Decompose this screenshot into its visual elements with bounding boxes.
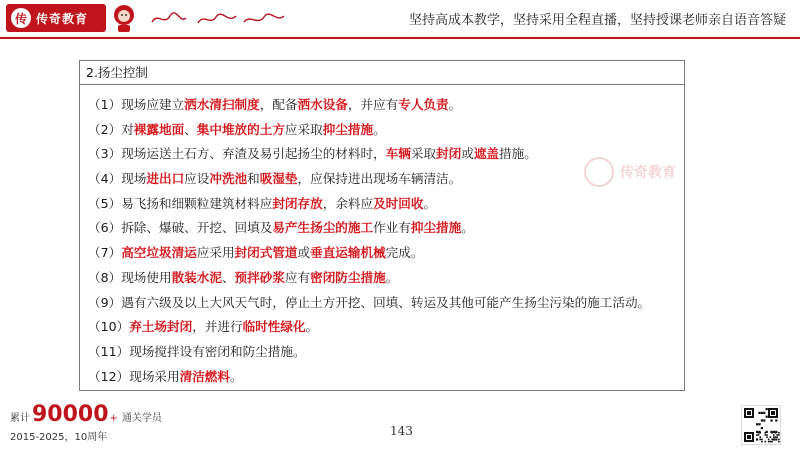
section-title: 2.扬尘控制 bbox=[80, 61, 684, 85]
item-text: 。 bbox=[423, 195, 437, 211]
item-number: （9） bbox=[88, 294, 122, 310]
item-text: 。 bbox=[373, 121, 386, 137]
item-text: ，应保持进出现场车辆清洁。 bbox=[297, 171, 462, 187]
watermark-logo-icon bbox=[584, 157, 614, 187]
watermark-text: 传奇教育 bbox=[620, 165, 676, 181]
item-number: （11） bbox=[88, 343, 130, 359]
highlighted-keyword: 易产生扬尘的施工 bbox=[272, 220, 374, 236]
highlighted-keyword: 吸湿垫 bbox=[259, 171, 298, 187]
student-count-block bbox=[10, 402, 162, 443]
highlighted-keyword: 清洁燃料 bbox=[179, 368, 230, 384]
highlighted-keyword: 预拌砂浆 bbox=[234, 269, 285, 285]
item-text: 现场运送土石方、弃渣及易引起扬尘的材料时， bbox=[121, 146, 386, 162]
item-text: ，配备 bbox=[259, 97, 298, 112]
item-number: （5） bbox=[88, 195, 122, 211]
highlighted-keyword: 垂直运输机械 bbox=[310, 245, 386, 261]
header-divider bbox=[0, 37, 800, 39]
item-text: 现场 bbox=[121, 171, 147, 187]
item-number: （12） bbox=[88, 368, 130, 384]
item-text: 。 bbox=[305, 319, 319, 335]
list-item bbox=[88, 241, 684, 266]
item-text: 应有 bbox=[284, 269, 311, 285]
item-number: （7） bbox=[88, 245, 122, 261]
list-item bbox=[88, 340, 684, 365]
item-text: 和 bbox=[247, 171, 260, 187]
item-text: 完成。 bbox=[385, 245, 424, 261]
item-text: 现场采用 bbox=[129, 368, 180, 384]
list-item bbox=[88, 365, 684, 390]
item-number: （2） bbox=[88, 121, 122, 137]
item-text: 或 bbox=[297, 245, 311, 261]
top-bar bbox=[0, 0, 800, 36]
highlighted-keyword: 及时回收 bbox=[373, 195, 424, 211]
item-text: 遇有六级及以上大风天气时，停止土方开挖、回填、转运及其他可能产生扬尘污染的施工活动。 bbox=[121, 294, 651, 310]
list-item bbox=[88, 192, 684, 217]
item-text: 或 bbox=[461, 146, 474, 162]
highlighted-keyword: 进出口 bbox=[146, 171, 185, 187]
list-item bbox=[88, 93, 684, 118]
page-number: 143 bbox=[390, 424, 413, 438]
item-text: 应采取 bbox=[284, 121, 323, 137]
highlighted-keyword: 高空垃圾清运 bbox=[121, 245, 197, 261]
item-text: ，余料应 bbox=[322, 195, 374, 211]
item-number: （4） bbox=[88, 171, 122, 187]
watermark bbox=[584, 155, 694, 189]
highlighted-keyword: 冲洗池 bbox=[209, 171, 248, 187]
requirement-list bbox=[80, 85, 684, 389]
highlighted-keyword: 洒水设备 bbox=[297, 97, 348, 112]
list-item bbox=[88, 266, 684, 291]
item-text: 采取 bbox=[410, 146, 437, 162]
item-text: 措施。 bbox=[499, 146, 537, 162]
student-count: 90000 bbox=[32, 402, 109, 427]
brand-logo bbox=[6, 4, 106, 32]
anniversary-years: 2015-2025，10周年 bbox=[10, 432, 108, 443]
content-panel bbox=[79, 60, 685, 391]
item-text: 。 bbox=[461, 220, 474, 236]
highlighted-keyword: 临时性绿化 bbox=[242, 319, 306, 335]
item-text: 现场应建立 bbox=[121, 97, 185, 112]
count-prefix: 累计 bbox=[10, 413, 30, 424]
item-text: 应采用 bbox=[196, 245, 235, 261]
list-item bbox=[88, 315, 684, 340]
item-number: （6） bbox=[88, 220, 122, 236]
item-text: 易飞扬和细颗粒建筑材料应 bbox=[121, 195, 273, 211]
item-number: （3） bbox=[88, 146, 122, 162]
qr-code-icon[interactable] bbox=[741, 405, 781, 445]
highlighted-keyword: 封闭式管道 bbox=[234, 245, 298, 261]
header-slogan: 坚持高成本教学，坚持采用全程直播，坚持授课老师亲自语音答疑 bbox=[408, 13, 786, 28]
item-text: 、 bbox=[184, 121, 197, 137]
item-text: 拆除、爆破、开挖、回填及 bbox=[121, 220, 273, 236]
highlighted-keyword: 车辆 bbox=[385, 146, 411, 162]
count-suffix: 通关学员 bbox=[121, 413, 162, 424]
logo-mark-icon: 传 bbox=[11, 8, 31, 28]
item-text: 。 bbox=[448, 97, 462, 112]
highlighted-keyword: 遮盖 bbox=[473, 146, 500, 162]
item-number: （10） bbox=[88, 319, 130, 335]
item-number: （8） bbox=[88, 269, 122, 285]
logo-text: 传奇教育 bbox=[36, 11, 89, 26]
highlighted-keyword: 抑尘措施 bbox=[322, 121, 374, 137]
list-item bbox=[88, 291, 684, 316]
item-text: 。 bbox=[229, 368, 243, 384]
item-text: 、 bbox=[221, 269, 235, 285]
mascot-icon bbox=[110, 3, 138, 33]
item-text: 应设 bbox=[184, 171, 210, 187]
handwritten-slogan-image bbox=[148, 8, 288, 30]
item-text: ，并应有 bbox=[347, 97, 399, 112]
item-number: （1） bbox=[88, 97, 122, 112]
item-text: 。 bbox=[385, 269, 399, 285]
highlighted-keyword: 密闭防尘措施 bbox=[310, 269, 386, 285]
highlighted-keyword: 弃土场封闭 bbox=[129, 319, 193, 335]
item-text: 现场使用 bbox=[121, 269, 172, 285]
highlighted-keyword: 裸露地面 bbox=[133, 121, 185, 137]
list-item bbox=[88, 216, 684, 241]
item-text: 现场搅拌设有密闭和防尘措施。 bbox=[129, 343, 306, 359]
highlighted-keyword: 专人负责 bbox=[398, 97, 449, 112]
item-text: 作业有 bbox=[373, 220, 411, 236]
count-plus: + bbox=[109, 413, 118, 424]
item-text: 对 bbox=[121, 121, 134, 137]
item-text: ，并进行 bbox=[192, 319, 243, 335]
highlighted-keyword: 封闭存放 bbox=[272, 195, 323, 211]
highlighted-keyword: 集中堆放的土方 bbox=[196, 121, 285, 137]
list-item bbox=[88, 118, 684, 143]
highlighted-keyword: 洒水清扫制度 bbox=[184, 97, 260, 112]
highlighted-keyword: 抑尘措施 bbox=[410, 220, 462, 236]
highlighted-keyword: 封闭 bbox=[436, 146, 462, 162]
highlighted-keyword: 散装水泥 bbox=[171, 269, 222, 285]
